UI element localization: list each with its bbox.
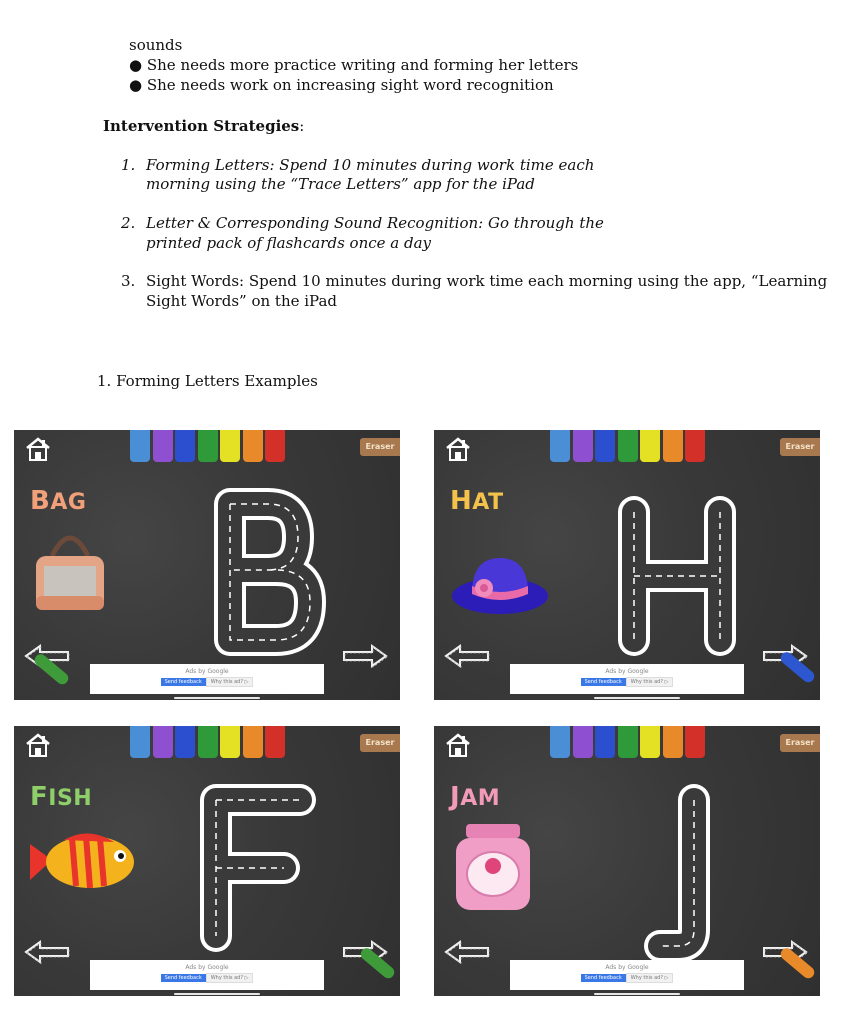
strategy-1-line-1: Forming Letters: Spend 10 minutes during work time each <box>146 156 595 174</box>
strategies-heading-colon: : <box>299 117 305 135</box>
bullet-sight-words: ● She needs work on increasing sight word recognition <box>129 76 554 94</box>
eraser-button[interactable]: Eraser <box>780 438 820 456</box>
home-indicator <box>174 697 260 699</box>
ad-why-button[interactable]: Why this ad? ▷ <box>206 973 254 983</box>
word-first-letter: J <box>450 782 461 812</box>
word-rest: AM <box>460 786 501 811</box>
chalk-icon <box>28 648 72 692</box>
eraser-button[interactable]: Eraser <box>360 438 400 456</box>
trace-letter-panel-h <box>434 430 820 700</box>
bullet-writing: ● She needs more practice writing and forming her letters <box>129 56 579 74</box>
home-indicator <box>594 993 680 995</box>
previous-arrow-icon[interactable] <box>24 940 70 964</box>
strategy-3-line-2: Sight Words” on the iPad <box>146 292 338 310</box>
ad-label: Ads by Google <box>185 668 229 675</box>
previous-arrow-icon[interactable] <box>444 940 490 964</box>
strategy-3-num: 3. <box>121 272 136 290</box>
home-indicator <box>174 993 260 995</box>
chalk-icon <box>774 646 818 690</box>
ad-label: Ads by Google <box>185 964 229 971</box>
ad-why-button[interactable]: Why this ad? ▷ <box>626 677 674 687</box>
eraser-button[interactable]: Eraser <box>780 734 820 752</box>
ad-send-feedback-button[interactable]: Send feedback <box>161 678 206 686</box>
strategy-3-line-1: Sight Words: Spend 10 minutes during work time each morning using the app, “Learning <box>146 272 828 290</box>
strategies-heading-text: Intervention Strategies <box>103 117 300 135</box>
trace-letter-panel-j <box>434 726 820 996</box>
ad-banner[interactable] <box>510 664 744 694</box>
strategy-2-line-1: Letter & Corresponding Sound Recognition: Go through the <box>146 214 604 232</box>
strategy-2-num: 2. <box>121 214 136 232</box>
word-first-letter: B <box>30 486 51 516</box>
word-first-letter: H <box>450 486 473 516</box>
chalk-icon <box>354 942 398 986</box>
text-sounds: sounds <box>129 36 183 54</box>
ad-label: Ads by Google <box>605 964 649 971</box>
strategy-1-num: 1. <box>121 156 136 174</box>
next-arrow-icon[interactable] <box>342 644 388 668</box>
strategy-1-line-2: morning using the “Trace Letters” app for the iPad <box>146 175 535 193</box>
word-rest: ISH <box>48 786 93 811</box>
ad-send-feedback-button[interactable]: Send feedback <box>581 974 626 982</box>
ad-banner[interactable] <box>90 960 324 990</box>
ad-send-feedback-button[interactable]: Send feedback <box>581 678 626 686</box>
word-first-letter: F <box>30 782 49 812</box>
word-rest: AG <box>50 490 87 515</box>
trace-letter-panel-b <box>14 430 400 700</box>
word-rest: AT <box>472 490 504 515</box>
previous-arrow-icon[interactable] <box>444 644 490 668</box>
ad-banner[interactable] <box>510 960 744 990</box>
chalk-icon <box>774 942 818 986</box>
trace-letter-panel-f <box>14 726 400 996</box>
eraser-button[interactable]: Eraser <box>360 734 400 752</box>
ad-why-button[interactable]: Why this ad? ▷ <box>206 677 254 687</box>
strategy-2-line-2: printed pack of flashcards once a day <box>146 234 432 252</box>
examples-heading: 1. Forming Letters Examples <box>97 372 318 390</box>
ad-label: Ads by Google <box>605 668 649 675</box>
ad-why-button[interactable]: Why this ad? ▷ <box>626 973 674 983</box>
strategies-heading <box>103 116 304 136</box>
home-indicator <box>594 697 680 699</box>
ad-send-feedback-button[interactable]: Send feedback <box>161 974 206 982</box>
ad-banner[interactable] <box>90 664 324 694</box>
